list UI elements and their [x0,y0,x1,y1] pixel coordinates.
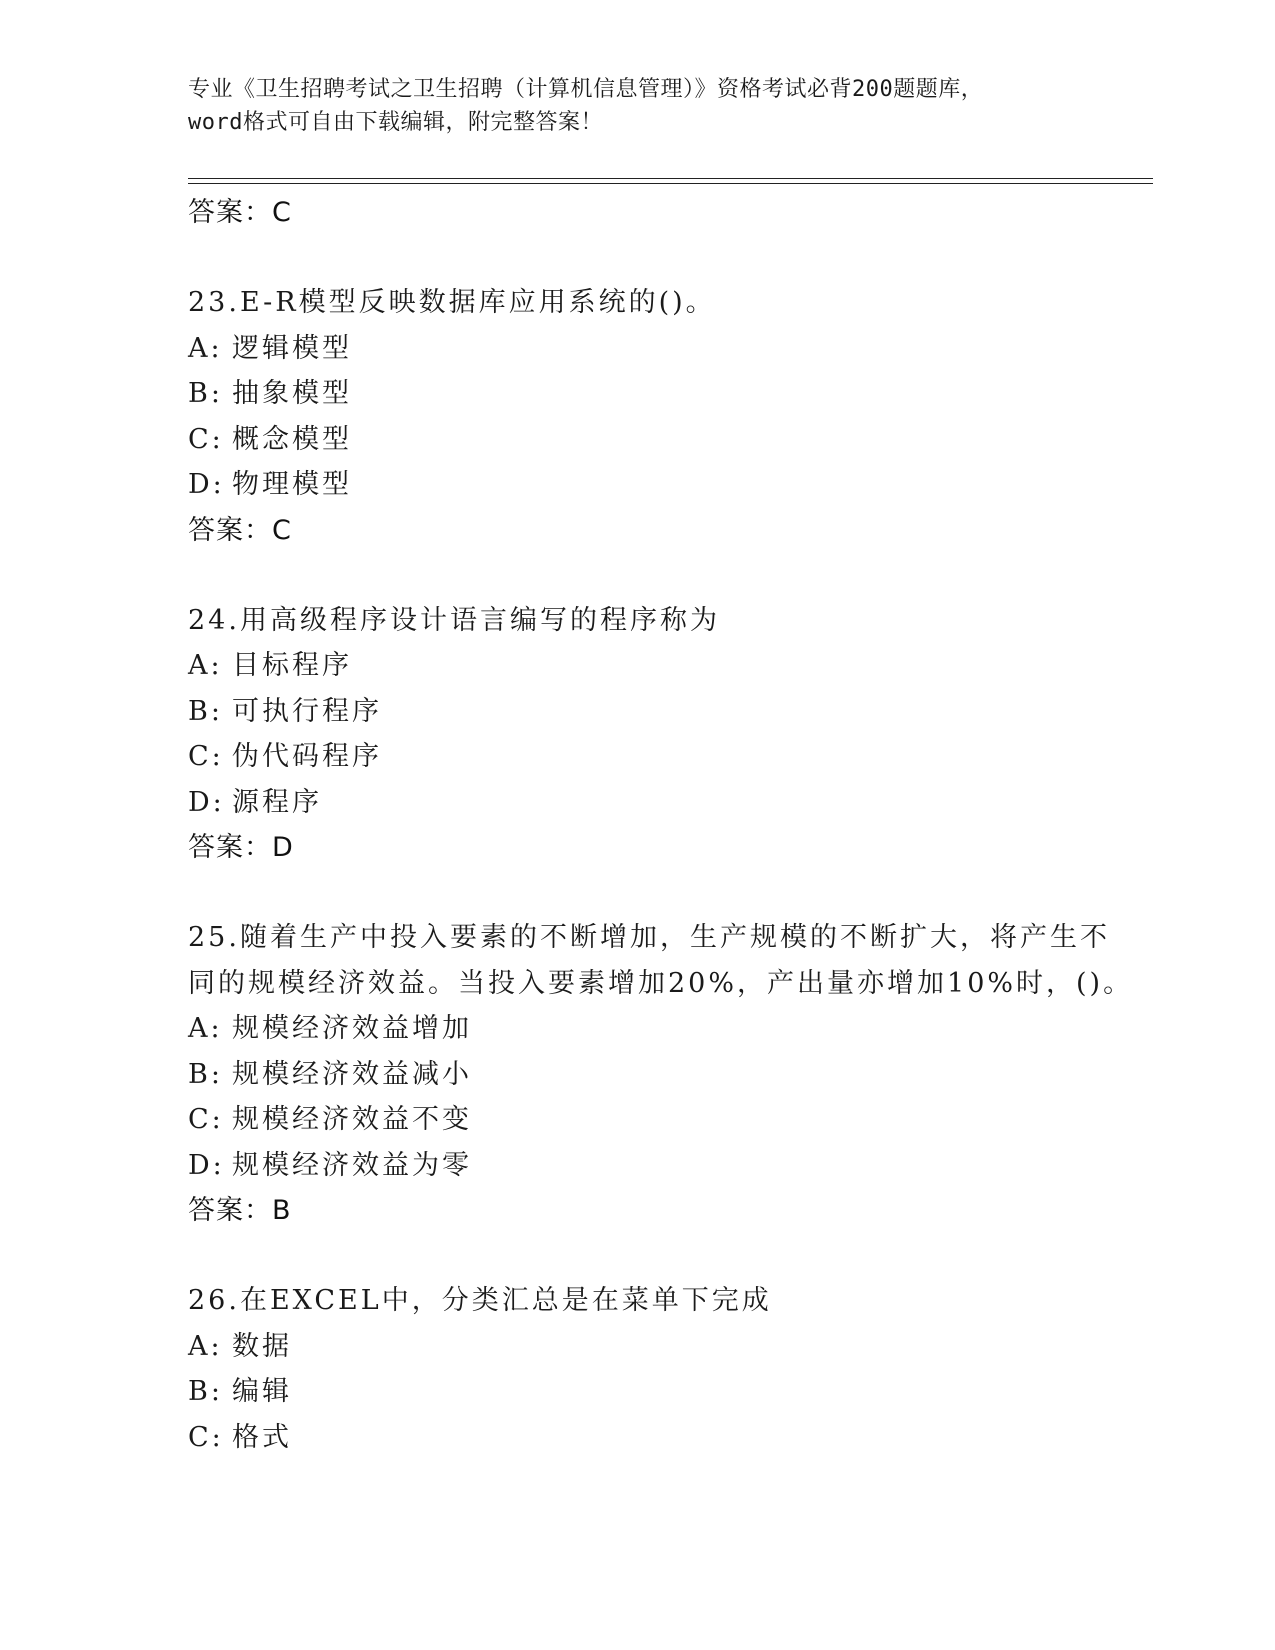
option-text: 规模经济效益不变 [232,1104,472,1135]
option-row [188,371,1108,417]
option-text: 编辑 [232,1376,292,1407]
option-row [188,326,1108,372]
option-letter: B: [188,695,223,727]
question-spacer [188,1233,1108,1278]
option-row [188,1052,1108,1098]
option-text: 规模经济效益为零 [232,1149,472,1181]
option-text: 目标程序 [232,650,352,681]
question-stem: 23.E-R模型反映数据库应用系统的()。 [188,287,716,318]
question-list [188,190,1134,1460]
option-letter: C: [188,1104,224,1135]
option-letter: C: [188,741,224,772]
question-stem: 26.在EXCEL中，分类汇总是在菜单下完成 [188,1285,772,1316]
option-text: 物理模型 [232,469,352,500]
answer-line: 答案：C [188,197,292,228]
option-row [188,1006,1108,1052]
header-line-2: word格式可自由下载编辑，附完整答案！ [188,110,603,135]
option-row [188,1324,1108,1370]
answer-line: 答案：B [188,1195,292,1226]
question-spacer [188,870,1108,915]
option-letter: D: [188,786,225,818]
option-text: 逻辑模型 [232,332,352,364]
option-text: 可执行程序 [232,695,382,727]
option-letter: A: [188,332,223,364]
option-row [188,1097,1108,1143]
option-text: 源程序 [232,786,322,818]
option-text: 数据 [232,1330,292,1362]
header-line-1: 专业《卫生招聘考试之卫生招聘（计算机信息管理）》资格考试必背200题题库， [188,77,984,102]
option-letter: B: [188,1376,223,1407]
option-row [188,417,1108,463]
option-letter: D: [188,1149,225,1181]
option-letter: C: [188,1421,224,1453]
option-letter: D: [188,469,225,500]
option-text: 概念模型 [232,423,352,455]
option-letter: A: [188,1013,223,1044]
option-row [188,734,1108,780]
header-divider-bottom [188,183,1153,184]
option-row [188,643,1108,689]
option-text: 规模经济效益减小 [232,1058,472,1090]
answer-line: 答案：C [188,514,292,546]
question-stem: 25.随着生产中投入要素的不断增加，生产规模的不断扩大，将产生不 [188,922,1110,953]
option-text: 抽象模型 [232,378,352,409]
option-letter: A: [188,1330,223,1362]
option-text: 规模经济效益增加 [232,1013,472,1044]
question-spacer [188,553,1108,598]
header-divider-top [188,178,1153,179]
question-spacer [188,235,1108,280]
option-letter: B: [188,378,223,409]
option-letter: B: [188,1058,223,1090]
option-row [188,689,1108,735]
question-stem: 同的规模经济效益。当投入要素增加20%，产出量亦增加10%时，()。 [188,967,1134,999]
option-letter: A: [188,650,223,681]
question-stem: 24.用高级程序设计语言编写的程序称为 [188,604,720,636]
option-row [188,1369,1108,1415]
option-row [188,462,1108,508]
answer-line: 答案：D [188,832,294,863]
option-row [188,1143,1108,1189]
document-header [188,73,1088,139]
option-text: 格式 [232,1421,292,1453]
option-row [188,1415,1108,1461]
option-text: 伪代码程序 [232,741,382,772]
option-row [188,780,1108,826]
option-letter: C: [188,423,224,455]
